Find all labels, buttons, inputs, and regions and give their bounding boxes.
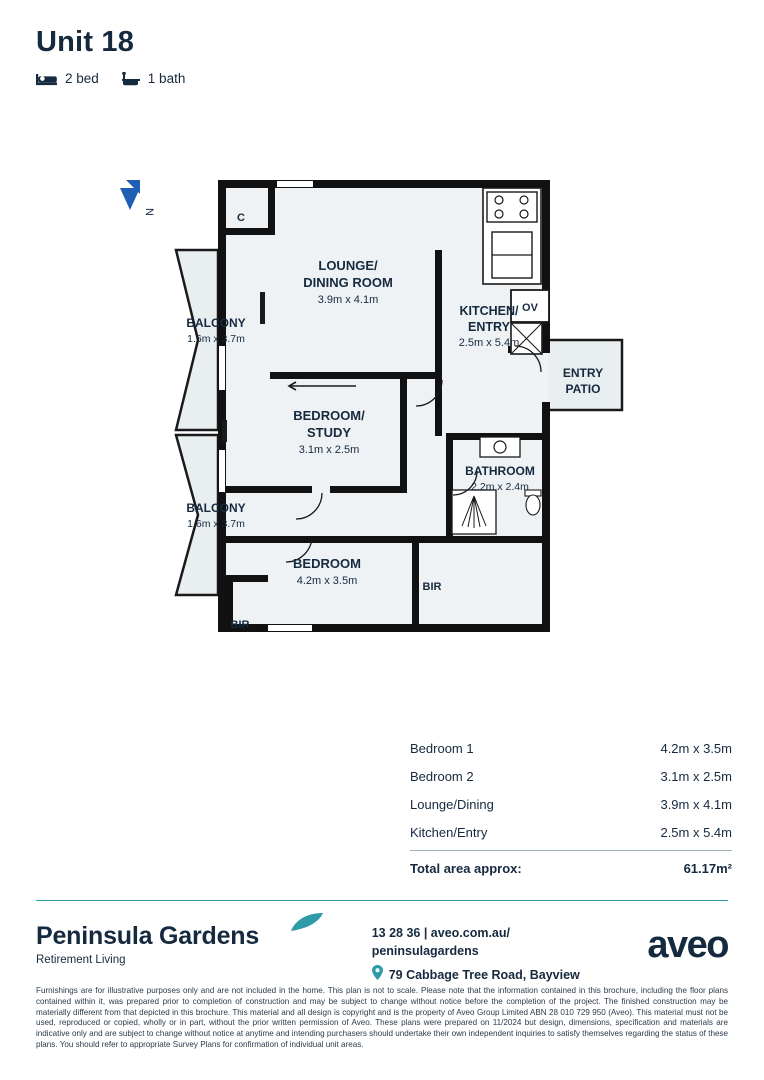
bir-left-label: BIR xyxy=(230,619,250,631)
brand-block xyxy=(36,922,336,966)
brand-tagline: Retirement Living xyxy=(36,954,126,966)
schedule-room-name: Bedroom 2 xyxy=(410,769,474,784)
schedule-row xyxy=(410,791,732,819)
schedule-room-dim: 3.9m x 4.1m xyxy=(660,797,732,812)
oven-label: OV xyxy=(522,302,538,314)
contact-web-path[interactable]: peninsulagardens xyxy=(371,944,479,959)
aveo-logo: aveo xyxy=(647,924,728,966)
cooktop-icon xyxy=(487,192,537,222)
schedule-room-dim: 4.2m x 3.5m xyxy=(660,741,732,756)
contact-block xyxy=(372,922,612,985)
spec-bathrooms xyxy=(121,71,186,86)
schedule-total-label: Total area approx: xyxy=(410,861,522,876)
room-dim-bed2: 3.1m x 2.5m xyxy=(298,444,360,456)
schedule-room-dim: 3.1m x 2.5m xyxy=(660,769,732,784)
room-label-patio-line1: ENTRY xyxy=(562,366,604,380)
room-dim-kitchen: 2.5m x 5.4m xyxy=(458,337,520,349)
room-label-bathroom: BATHROOM xyxy=(465,464,535,478)
schedule-row xyxy=(410,819,732,847)
room-label-patio-line2: PATIO xyxy=(565,382,601,396)
toilet-icon xyxy=(525,490,541,515)
schedule-room-dim: 2.5m x 5.4m xyxy=(660,825,732,840)
cupboard-label: C xyxy=(237,212,245,224)
bath-icon xyxy=(121,72,141,86)
page-footer xyxy=(36,922,728,985)
contact-address: 79 Cabbage Tree Road, Bayview xyxy=(388,968,580,983)
bed-icon xyxy=(36,72,58,86)
schedule-room-name: Kitchen/Entry xyxy=(410,825,488,840)
sink-icon xyxy=(492,232,532,278)
room-dim-balcony-upper: 1.6m x 3.7m xyxy=(187,333,245,345)
room-dim-balcony-lower: 1.6m x 3.7m xyxy=(187,518,245,530)
spec-bedrooms-label: 2 bed xyxy=(65,71,99,86)
room-dim-bed1: 4.2m x 3.5m xyxy=(296,575,358,587)
schedule-total-value: 61.17m² xyxy=(683,861,732,876)
location-pin-icon xyxy=(372,965,383,985)
contact-phone-web[interactable]: 13 28 36 | aveo.com.au/ xyxy=(371,926,510,940)
room-label-kitchen-line2: ENTRY xyxy=(468,320,510,334)
disclaimer-text: Furnishings are for illustrative purposes only and are not included in the home. This plan is not to scale. Please note that the information contained in this brochure, including the floor plans contained within it, was prepared prior to completion of construction and may be subject to change without notice before the completion of the project. The finished construction may be materially different from that depicted in this brochure. This material and all design is copyright and is the property of Aveo Group Limited ABN 28 010 729 950 (Aveo). This material must not be used, reproduced or copied, wholly or in part, without the prior written permission of Aveo. These plans were prepared on 11/2024 but design, dimensions, specification and materials are indicative only and are subject to change without notice at anytime and intending purchasers should undertake their own independent inquiries to satisfy themselves regarding the status of these plans. You should refer to appropriate Survey Plans for confirmation of individual unit areas. xyxy=(36,986,728,1049)
footer-divider xyxy=(36,900,728,901)
balcony-lower-shape xyxy=(176,435,218,595)
room-label-balcony-lower: BALCONY xyxy=(186,501,246,515)
room-label-bed2-line1: BEDROOM/ xyxy=(293,408,365,423)
leaf-icon xyxy=(290,912,324,937)
schedule-row xyxy=(410,763,732,791)
contact-address-row xyxy=(372,965,612,985)
floor-plan xyxy=(0,150,764,680)
room-dim-bathroom: 2.2m x 2.4m xyxy=(471,481,529,493)
svg-text:N: N xyxy=(143,208,155,216)
room-label-bed2-line2: STUDY xyxy=(306,425,352,440)
room-label-bed1: BEDROOM xyxy=(293,556,361,571)
spec-bedrooms xyxy=(36,71,99,86)
schedule-room-name: Lounge/Dining xyxy=(410,797,494,812)
schedule-row xyxy=(410,735,732,763)
page-header xyxy=(36,26,185,86)
bir-right-label: BIR xyxy=(422,581,442,593)
room-label-lounge-line1: LOUNGE/ xyxy=(318,258,378,273)
page-title: Unit 18 xyxy=(36,26,135,58)
room-label-kitchen-line1: KITCHEN/ xyxy=(459,304,519,318)
schedule-room-name: Bedroom 1 xyxy=(410,741,474,756)
brand-name: Peninsula Gardens xyxy=(36,922,260,950)
room-schedule xyxy=(410,735,732,876)
room-label-balcony-upper: BALCONY xyxy=(186,316,246,330)
north-arrow-icon xyxy=(120,180,155,216)
spec-list xyxy=(36,71,185,86)
room-label-lounge-line2: DINING ROOM xyxy=(303,275,393,290)
spec-bathrooms-label: 1 bath xyxy=(147,71,186,86)
schedule-total-row xyxy=(410,850,732,876)
room-dim-lounge: 3.9m x 4.1m xyxy=(317,294,379,306)
